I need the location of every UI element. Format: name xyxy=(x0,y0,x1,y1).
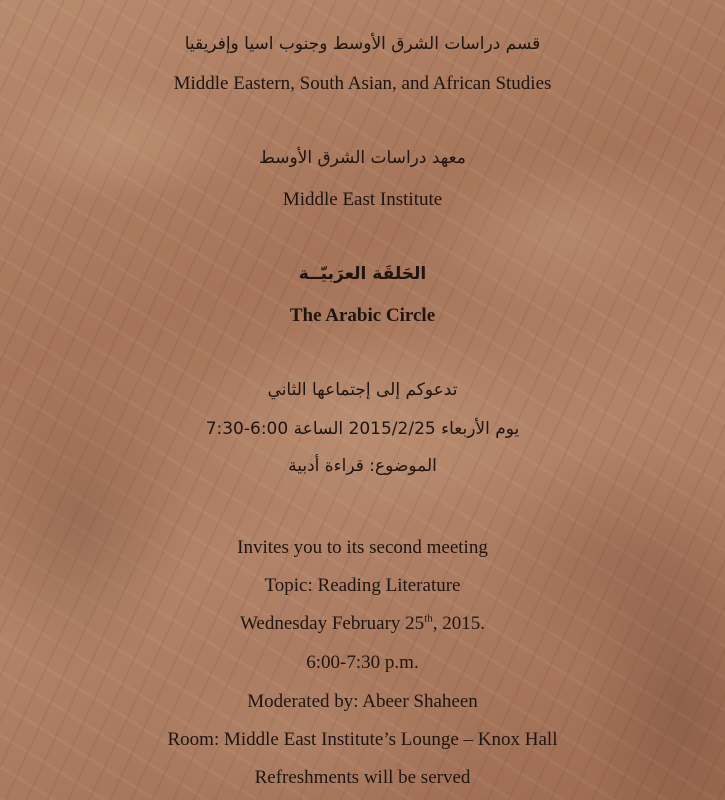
date-english xyxy=(0,614,725,633)
institute-english: Middle East Institute xyxy=(282,189,443,210)
room-english: Room: Middle East Institute’s Lounge – Knox Hall xyxy=(167,729,558,750)
time-english: 6:00-7:30 p.m. xyxy=(306,652,419,673)
department-english: Middle Eastern, South Asian, and African Studies xyxy=(173,73,552,94)
invite-english: Invites you to its second meeting xyxy=(237,537,488,558)
date-text: Wednesday February 25 xyxy=(239,613,425,634)
date-ordinal-suffix: th xyxy=(424,612,433,625)
moderator-english: Moderated by: Abeer Shaheen xyxy=(247,691,478,712)
circle-title-arabic: الحَلقَة العرَبيّــة xyxy=(298,264,427,284)
invite-arabic: تدعوكم إلى إجتماعها الثاني xyxy=(267,380,458,400)
institute-arabic: معهد دراسات الشرق الأوسط xyxy=(259,148,466,168)
circle-title-english: The Arabic Circle xyxy=(289,305,436,326)
topic-english: Topic: Reading Literature xyxy=(264,575,461,596)
date-time-arabic: يوم الأربعاء 2015/2/25 الساعة 6:00-7:30 xyxy=(205,419,520,439)
department-arabic: قسم دراسات الشرق الأوسط وجنوب اسيا وإفريقيا xyxy=(184,34,541,54)
refreshments-english: Refreshments will be served xyxy=(254,767,471,788)
topic-arabic: الموضوع: قراءة أدبية xyxy=(288,456,437,476)
date-year: , 2015. xyxy=(432,613,485,634)
